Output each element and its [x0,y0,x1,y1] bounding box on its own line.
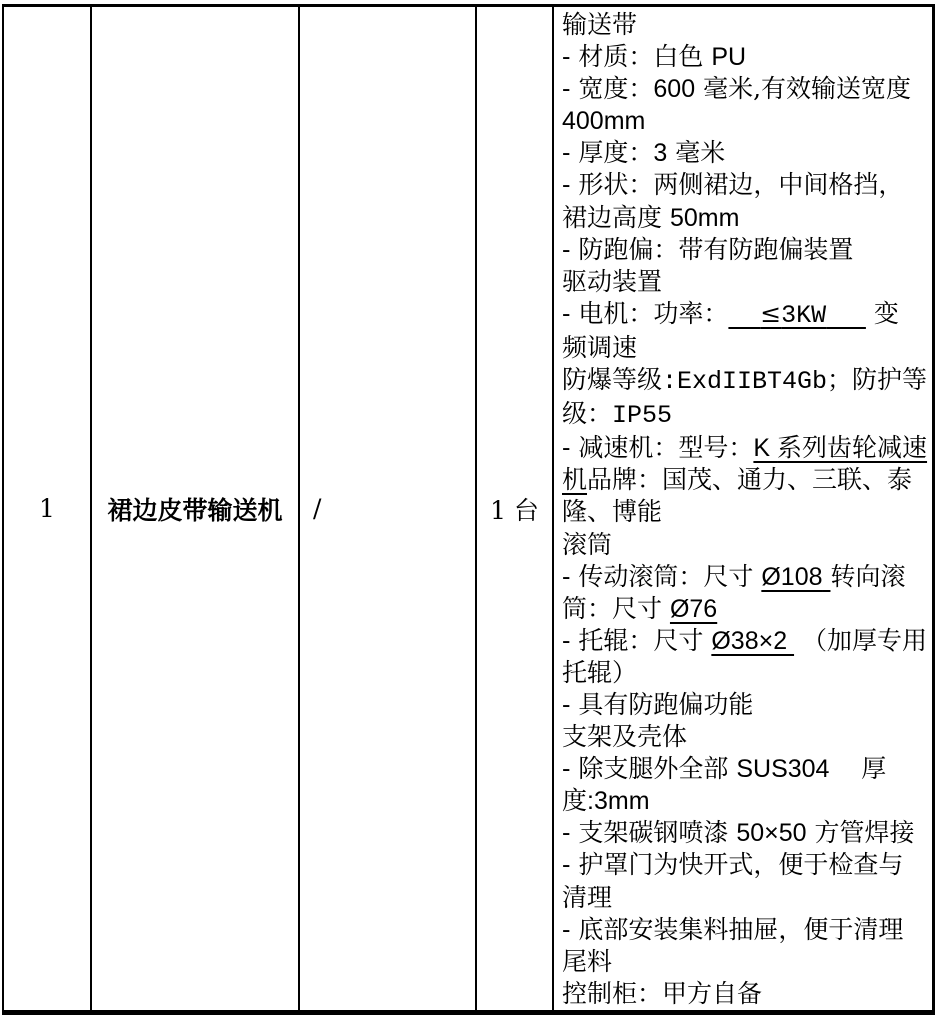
spec-line: - 厚度：3 毫米 [562,138,726,168]
spec-line: 输送带 [562,10,638,39]
spec-line: 驱动装置 [562,266,663,296]
spec-line: - 护罩门为快开式，便于检查与 [562,850,904,880]
spec-line: 隆、博能 [562,497,663,527]
quantity-cell [477,7,554,1010]
spec-line: 级：IP55 [562,399,673,431]
spec-line: - 电机：功率： ≤3KW 变 [562,298,899,330]
spec-line: - 除支腿外全部 SUS304 厚 [562,754,887,784]
spec-line: - 材质：白色 PU [562,42,747,72]
spec-line: - 支架碳钢喷漆 50×50 方管焊接 [562,818,915,848]
spec-line: - 减速机：型号：K 系列齿轮减速 [562,433,928,463]
spec-line: 滚筒 [562,529,613,559]
spec-line: - 具有防跑偏功能 [562,689,754,719]
spec-line: 控制柜：甲方自备 [562,978,763,1008]
spec-line: 机品牌：国茂、通力、三联、泰 [562,465,913,495]
spec-line: - 托辊：尺寸 Ø38×2 （加厚专用 [562,625,927,655]
spec-line: 频调速 [562,332,638,362]
spec-line: 清理 [562,882,613,912]
model-cell [300,7,477,1010]
spec-line: 裙边高度 50mm [562,202,740,232]
equipment-spec-table [2,4,935,1015]
serial-number: 1 [39,494,55,523]
spec-line: - 传动滚筒：尺寸 Ø108 转向滚 [562,561,906,591]
item-name: 裙边皮带输送机 [107,495,283,525]
spec-line: - 防跑偏：带有防跑偏装置 [562,234,854,264]
spec-line: 托辊） [562,657,638,687]
spec-line: 防爆等级:ExdIIBT4Gb；防护等 [562,365,928,397]
spec-line: 度:3mm [562,786,650,816]
quantity-value: 1 台 [490,495,539,525]
model-value: / [313,494,322,523]
spec-line: 筒：尺寸 Ø76 [562,593,718,623]
spec-line: 尾料 [562,946,613,976]
spec-line: - 底部安装集料抽屉，便于清理 [562,914,904,944]
spec-line: - 宽度：600 毫米,有效输送宽度 [562,74,912,104]
spec-cell [554,7,932,1010]
spec-line: - 形状：两侧裙边，中间格挡， [562,170,904,200]
spec-line: 支架及壳体 [562,722,688,752]
item-name-cell [92,7,300,1010]
serial-cell [4,7,92,1010]
spec-line: 400mm [562,107,646,136]
